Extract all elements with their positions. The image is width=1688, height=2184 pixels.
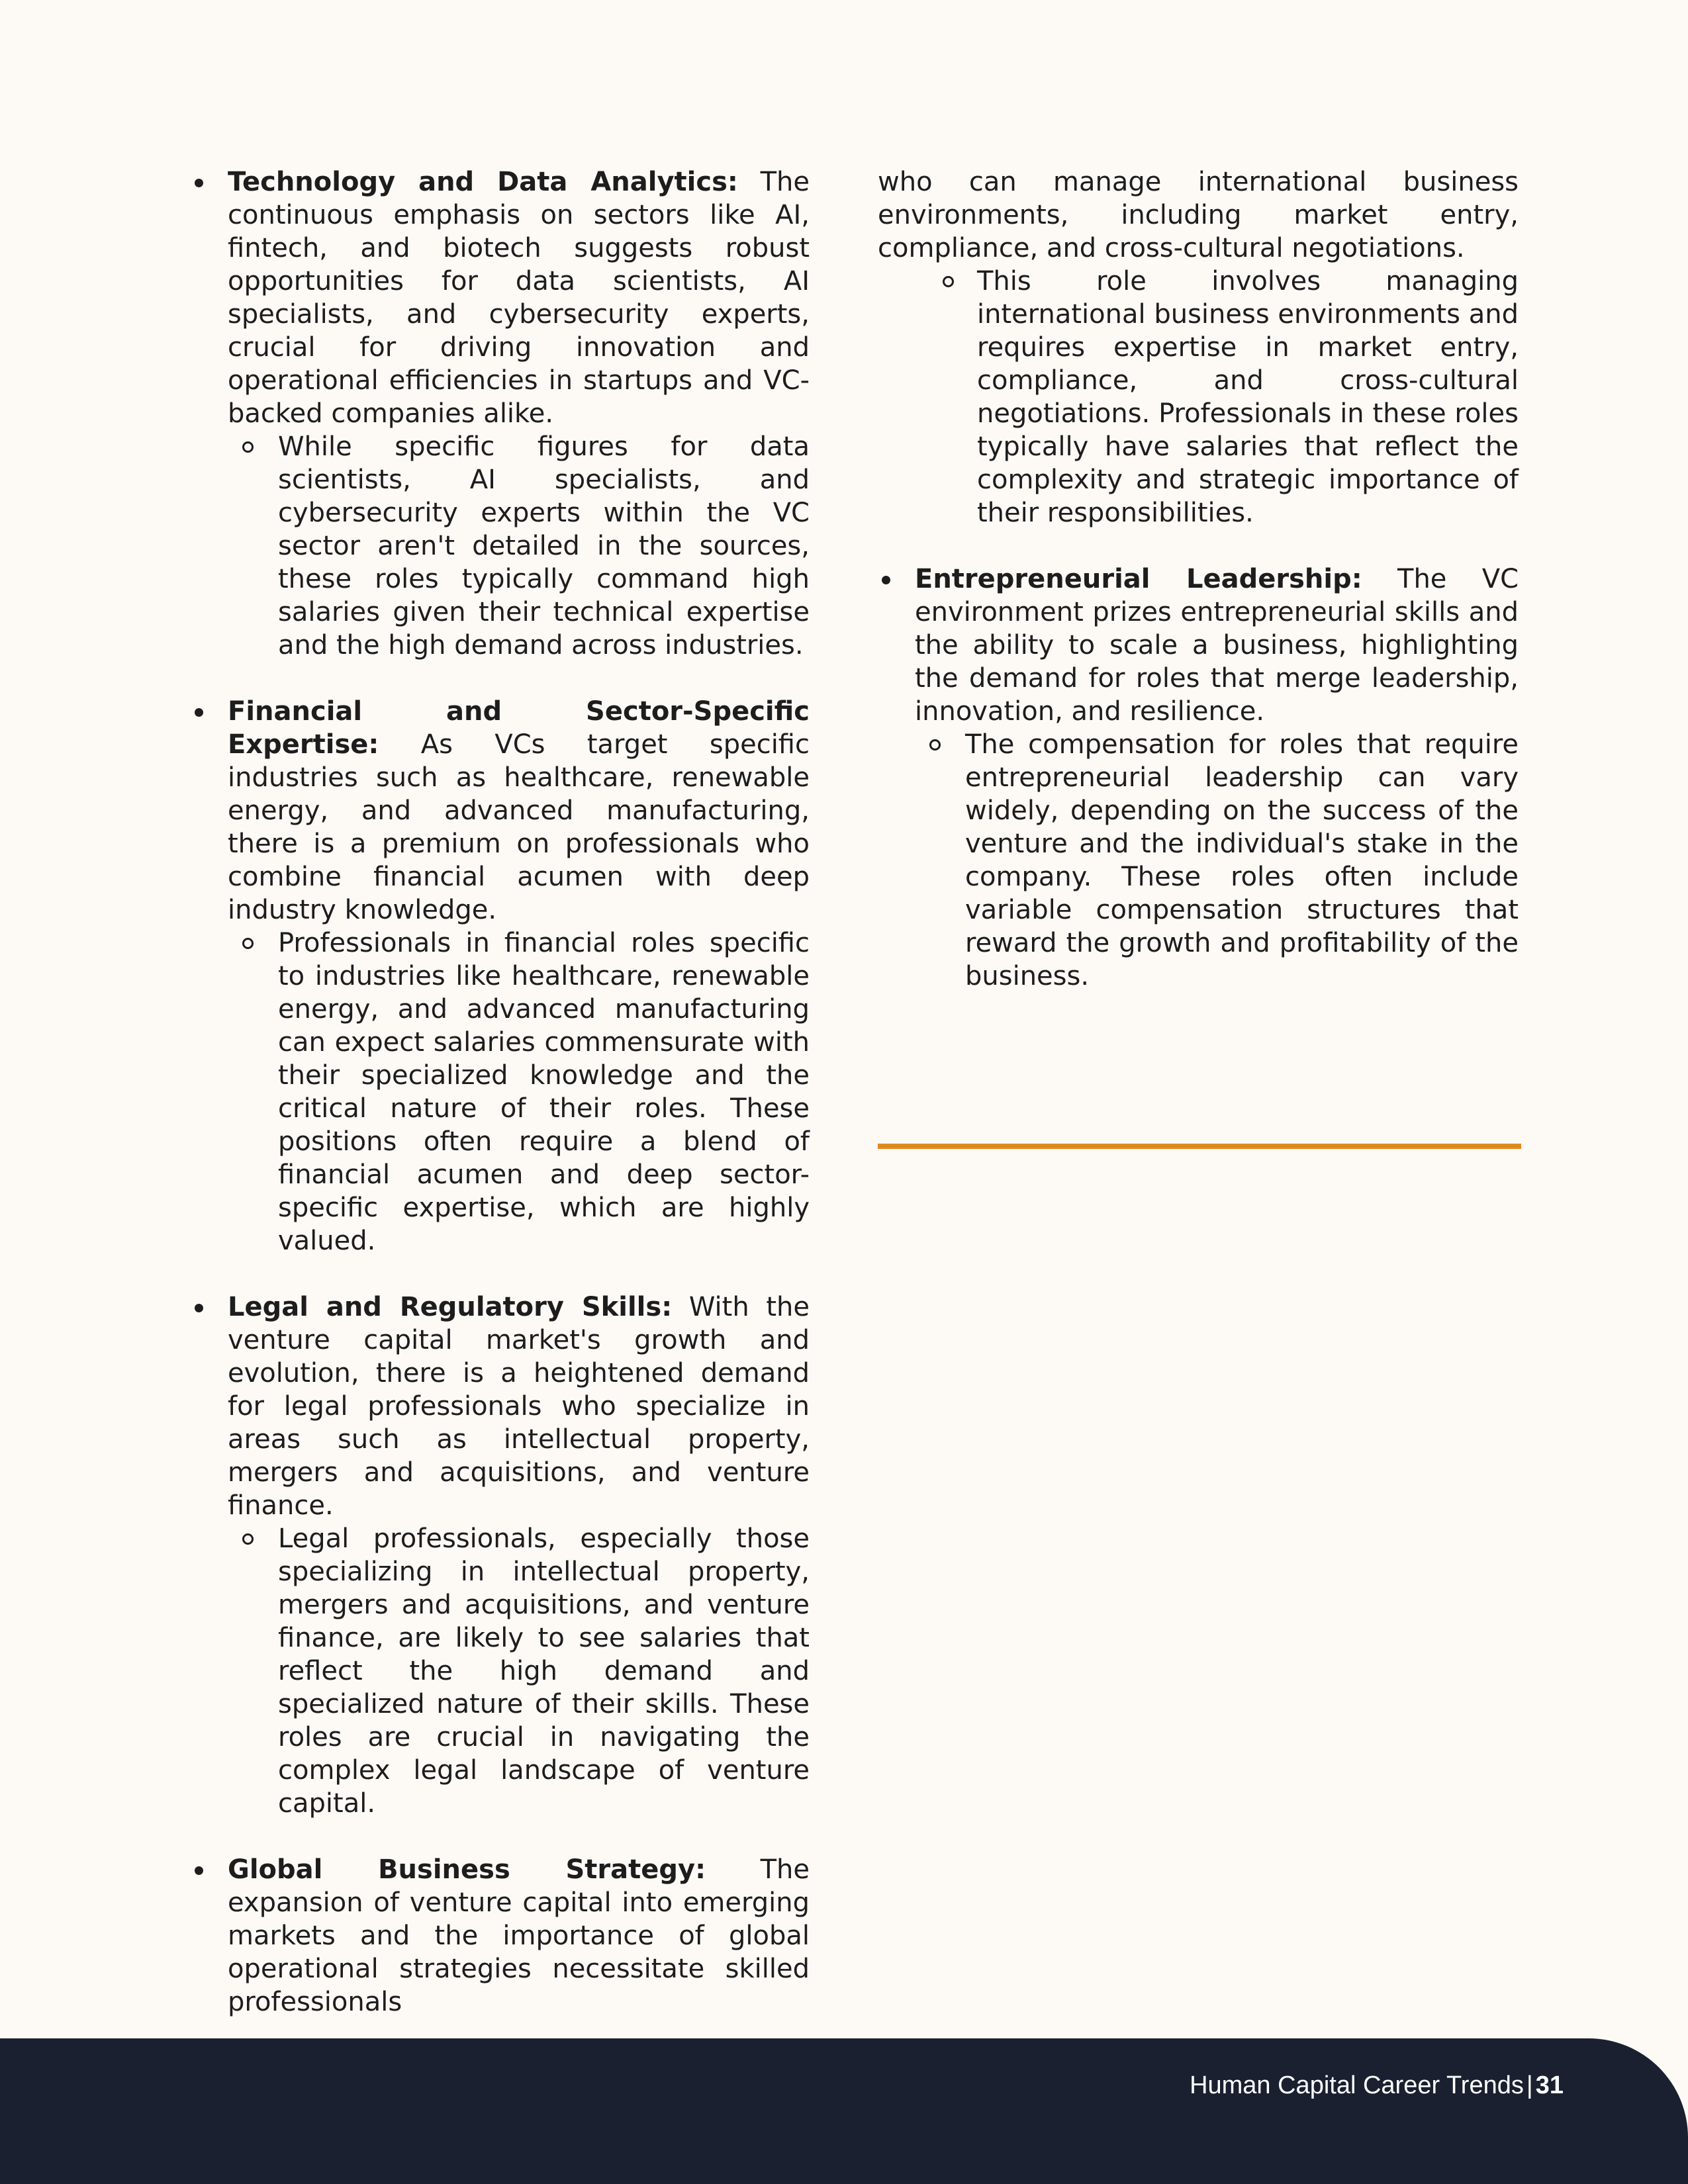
left-column xyxy=(191,165,810,2019)
sub-item: Legal professionals, especially those specializing in intellectual property, mergers and acquisitions, and venture finance, are likely to see salaries that reflect the high demand and specialized nature of their skills. These roles are crucial in navigating the complex legal landscape of venture capital. xyxy=(228,1522,810,1820)
item-text: The VC environment prizes entrepreneurial skills and the ability to scale a business, highlighting the demand for roles that merge leadership, innovation, and resilience. xyxy=(915,564,1519,727)
sub-item: The compensation for roles that require entrepreneurial leadership can vary widely, depending on the success of the venture and the individual's stake in the company. These roles often include variable compensation structures that reward the growth and profitability of the business. xyxy=(915,728,1519,993)
list-item-financial xyxy=(191,695,810,1257)
list-item-legal xyxy=(191,1291,810,1820)
sub-item: While specific figures for data scientists, AI specialists, and cybersecurity experts within the VC sector aren't detailed in the sources, these roles typically command high salaries given their technical expertise and the high demand across industries. xyxy=(228,430,810,662)
sub-item: This role involves managing international business environments and requires expertise in market entry, compliance, and cross-cultural negotiations. Professionals in these roles typically have salaries that reflect the complexity and strategic importance of their responsibilities. xyxy=(878,265,1519,529)
item-text: The expansion of venture capital into emerging markets and the importance of global operational strategies necessitate skilled professionals xyxy=(228,1854,810,2017)
item-text: With the venture capital market's growth and evolution, there is a heightened demand for legal professionals who specialize in areas such as intellectual property, mergers and acquisitions, and venture finance. xyxy=(228,1292,810,1521)
skills-list-left xyxy=(191,165,810,2019)
item-text: The continuous emphasis on sectors like AI, fintech, and biotech suggests robust opportunities for data scientists, AI specialists, and cybersecurity experts, crucial for driving innovation and operational efficiencies in startups and VC-backed companies alike. xyxy=(228,167,810,429)
sub-item: Professionals in financial roles specific to industries like healthcare, renewable energy, and advanced manufacturing can expect salaries commensurate with their specialized knowledge and the critical nature of their roles. These positions often require a blend of financial acumen and deep sector-specific expertise, which are highly valued. xyxy=(228,927,810,1257)
item-heading: Legal and Regulatory Skills: xyxy=(228,1292,673,1322)
skills-list-right xyxy=(878,563,1519,993)
footer-title: Human Capital Career Trends xyxy=(1190,2071,1524,2099)
footer-label xyxy=(1190,2070,1564,2101)
page-number: 31 xyxy=(1535,2071,1564,2099)
item-text: As VCs target specific industries such as healthcare, renewable energy, and advanced manufacturing, there is a premium on professionals who combine financial acumen with deep industry knowledge. xyxy=(228,729,810,925)
continuation-paragraph: who can manage international business environments, including market entry, compliance, and cross-cultural negotiations. xyxy=(878,167,1519,263)
footer-bar xyxy=(0,2038,1688,2184)
list-item-entrepreneurial xyxy=(878,563,1519,993)
item-heading: Financial and Sector-Specific Expertise: xyxy=(228,696,810,760)
footer-separator: | xyxy=(1526,2071,1533,2099)
item-heading: Technology and Data Analytics: xyxy=(228,167,738,197)
item-heading: Global Business Strategy: xyxy=(228,1854,706,1885)
list-item-global xyxy=(191,1853,810,2019)
list-item-technology xyxy=(191,165,810,662)
accent-divider xyxy=(878,1144,1521,1149)
right-column xyxy=(878,165,1519,1026)
item-heading: Entrepreneurial Leadership: xyxy=(915,564,1362,594)
